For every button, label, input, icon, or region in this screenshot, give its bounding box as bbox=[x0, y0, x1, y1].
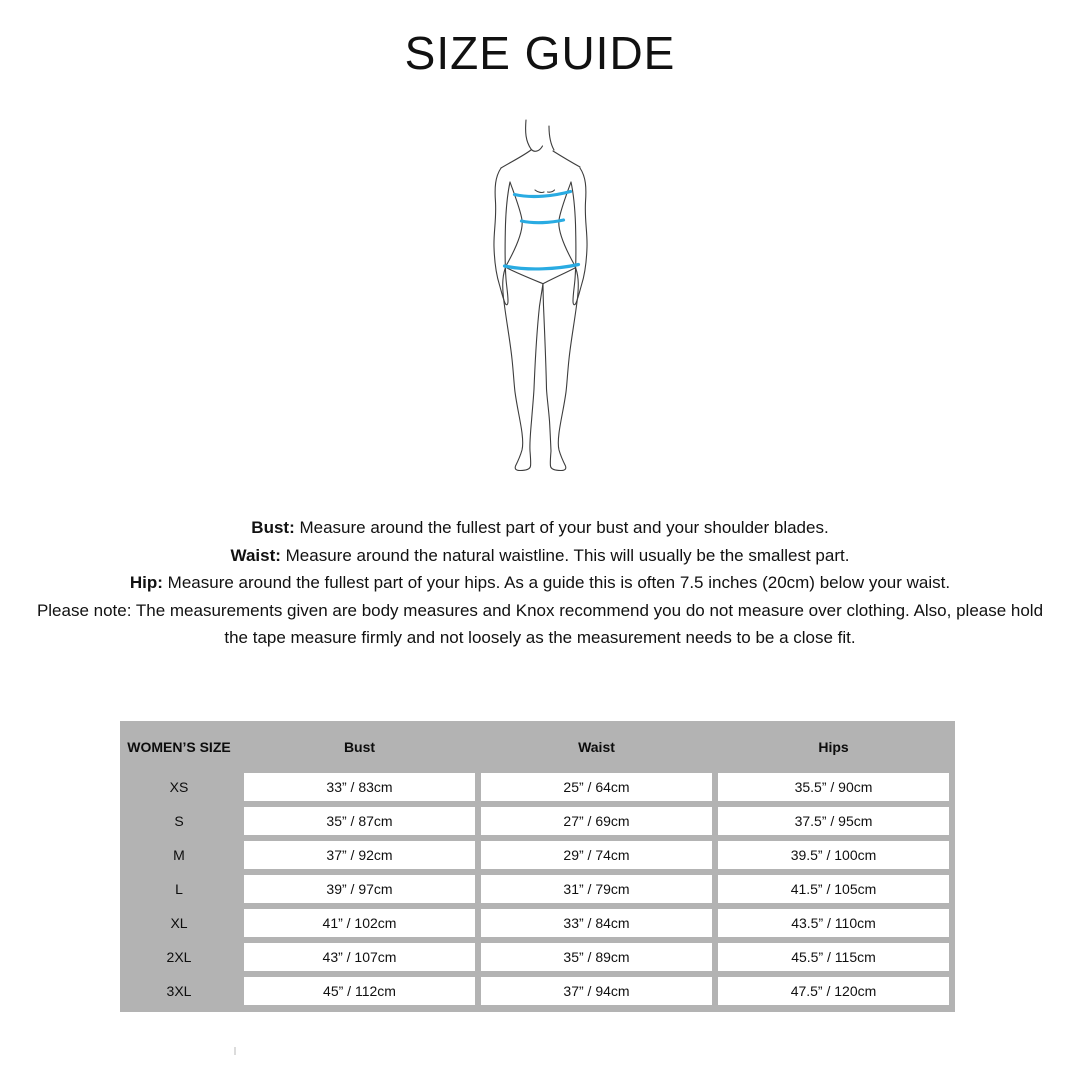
waist-cell-3xl: 37” / 94cm bbox=[481, 977, 712, 1005]
size-label-m: M bbox=[173, 847, 185, 863]
bust-cell-3xl: 45” / 112cm bbox=[244, 977, 475, 1005]
size-label-xl: XL bbox=[170, 915, 188, 931]
instruction-note bbox=[29, 597, 1051, 652]
size-label-2xl: 2XL bbox=[166, 949, 192, 965]
instruction-note-text: Please note: The measurements given are body measures and Knox recommend you do not measure over clothing. Also, please hold the tape measure firmly and not loosely as the measurement needs to be a close fit. bbox=[36, 600, 1044, 647]
hips-cell-xs: 35.5” / 90cm bbox=[718, 773, 949, 801]
waist-cell-l: 31” / 79cm bbox=[481, 875, 712, 903]
size-label-s: S bbox=[174, 813, 184, 829]
instruction-waist-text: Measure around the natural waistline. This will usually be the smallest part. bbox=[280, 545, 850, 565]
bust-cell-l: 39” / 97cm bbox=[244, 875, 475, 903]
bust-cell-m: 37” / 92cm bbox=[244, 841, 475, 869]
header-bust: Bust bbox=[343, 739, 376, 755]
hips-cell-xl: 43.5” / 110cm bbox=[718, 909, 949, 937]
hips-measure-line bbox=[505, 265, 579, 269]
waist-cell-2xl: 35” / 89cm bbox=[481, 943, 712, 971]
size-label-xs: XS bbox=[169, 779, 189, 795]
size-label-3xl: 3XL bbox=[166, 983, 192, 999]
size-label-l: L bbox=[175, 881, 183, 897]
page-title: SIZE GUIDE bbox=[404, 27, 676, 79]
waist-measure-line bbox=[522, 220, 564, 223]
instruction-hip bbox=[29, 569, 1051, 597]
hips-cell-3xl: 47.5” / 120cm bbox=[718, 977, 949, 1005]
header-waist: Waist bbox=[578, 739, 615, 755]
hips-cell-l: 41.5” / 105cm bbox=[718, 875, 949, 903]
stray-mark bbox=[234, 1047, 236, 1055]
instruction-waist-label: Waist: bbox=[230, 545, 281, 565]
waist-cell-xl: 33” / 84cm bbox=[481, 909, 712, 937]
bust-cell-xs: 33” / 83cm bbox=[244, 773, 475, 801]
bust-cell-2xl: 43” / 107cm bbox=[244, 943, 475, 971]
body-outline bbox=[494, 120, 587, 471]
bust-cell-xl: 41” / 102cm bbox=[244, 909, 475, 937]
instruction-hip-text: Measure around the fullest part of your hips. As a guide this is often 7.5 inches (20cm) below your waist. bbox=[162, 573, 951, 592]
hips-cell-2xl: 45.5” / 115cm bbox=[718, 943, 949, 971]
header-hips: Hips bbox=[818, 739, 849, 755]
size-table-body bbox=[120, 773, 955, 1012]
measurement-instructions bbox=[0, 514, 1080, 652]
hips-cell-m: 39.5” / 100cm bbox=[718, 841, 949, 869]
waist-cell-m: 29” / 74cm bbox=[481, 841, 712, 869]
instruction-waist bbox=[29, 542, 1051, 570]
body-figure-svg bbox=[440, 114, 640, 478]
waist-cell-xs: 25” / 64cm bbox=[481, 773, 712, 801]
size-table bbox=[120, 721, 955, 1012]
female-body-measurement-figure bbox=[440, 114, 640, 478]
header-womens-size: WOMEN’S SIZE bbox=[127, 739, 231, 755]
instruction-bust-text: Measure around the fullest part of your bust and your shoulder blades. bbox=[294, 518, 829, 537]
waist-cell-s: 27” / 69cm bbox=[481, 807, 712, 835]
instruction-bust bbox=[29, 514, 1051, 542]
size-table-header bbox=[120, 721, 955, 773]
instruction-bust-label: Bust: bbox=[251, 518, 295, 537]
hips-cell-s: 37.5” / 95cm bbox=[718, 807, 949, 835]
bust-cell-s: 35” / 87cm bbox=[244, 807, 475, 835]
instruction-hip-label: Hip: bbox=[129, 573, 163, 592]
